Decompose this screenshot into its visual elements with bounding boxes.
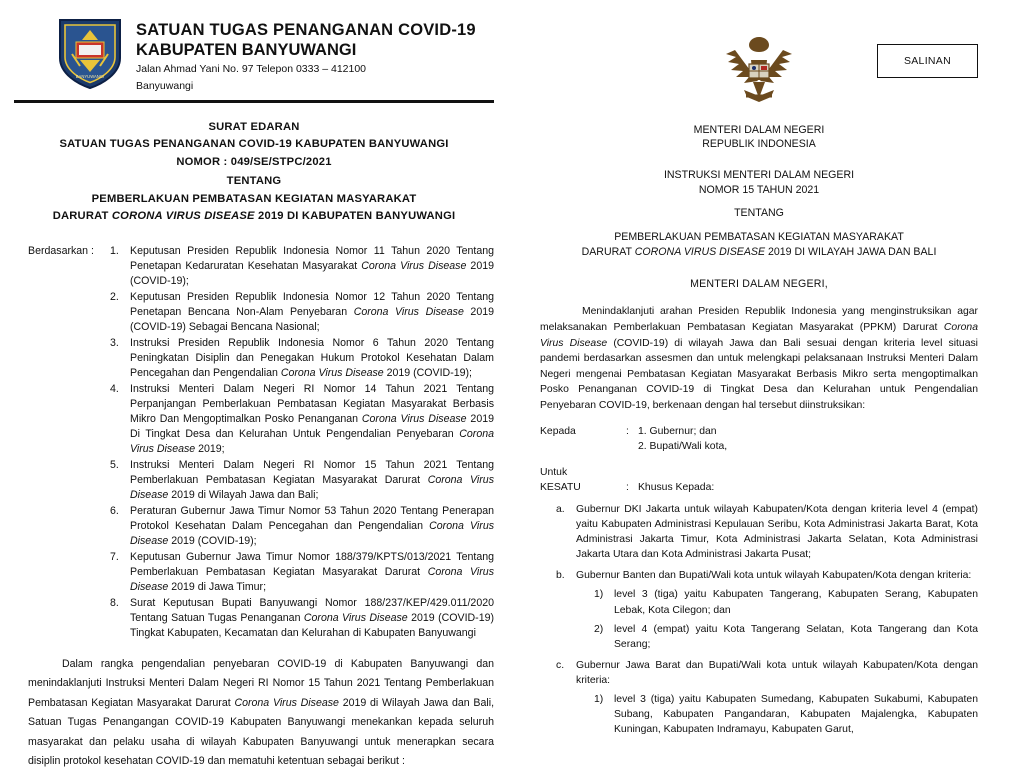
- basis-section: [14, 244, 494, 643]
- kepada-values: [638, 424, 978, 455]
- garuda-pancasila-icon: [720, 30, 798, 109]
- basis-list-item: [110, 290, 494, 335]
- basis-list-item: [110, 550, 494, 595]
- svg-text:BANYUWANGI: BANYUWANGI: [75, 74, 105, 79]
- plain-text: Surat Keputusan Bupati Banyuwangi Nomor 188/237/KEP/429.011/2020 Tentang Satuan Tugas Penanganan: [130, 597, 494, 625]
- subpoint-text: level 3 (tiga) yaitu Kabupaten Tangerang, Kabupaten Serang, Kabupaten Lebak, Kota Cilegon; dan: [614, 589, 978, 616]
- kesatu-row: [540, 480, 978, 496]
- plain-text: 2019;: [195, 443, 225, 456]
- point-marker: b.: [556, 570, 565, 582]
- plain-text: Keputusan Presiden Republik Indonesia Nomor 11 Tahun 2020 Tentang Penetapan Kedaruratan Kesehatan Masyarakat: [130, 244, 494, 272]
- untuk-value: [638, 465, 978, 481]
- ministry-header: [540, 123, 978, 152]
- basis-label: Berdasarkan :: [28, 244, 94, 257]
- plain-text: (COVID-19) di wilayah Jawa dan Bali sesuai dengan kriteria level situasi pandemi berdasarkan assesmen dan untuk melengkapi pelaksanaan Instruksi Menteri Dalam Negeri mengenai Pembatasan Kegiatan Masyarakat Berbasis Mikro serta mengoptimalkan Posko Penanganan COVID-19 di Tingkat Desa dan Kelurahan untuk Pengendalian Penyebaran COVID-19, berkenaan dengan hal tersebut diinstruksikan:: [540, 337, 978, 412]
- plain-text: 2019 (COVID-19);: [168, 535, 257, 548]
- emphasized-text: Corona Virus Disease: [361, 259, 467, 272]
- subpoint-text: level 3 (tiga) yaitu Kabupaten Sumedang, Kabupaten Sukabumi, Kabupaten Subang, Kabupaten Pangandaran, Kabupaten Majalengka, Kabupaten Kuningan, Kabupaten Indramayu, Kabupaten Garut,: [614, 693, 978, 736]
- subpoint-marker: 1): [594, 589, 604, 601]
- subject-suffix: 2019 DI WILAYAH JAWA DAN BALI: [765, 246, 937, 259]
- plain-text: Dalam rangka pengendalian penyebaran COVID-19 di Kabupaten Banyuwangi dan menindaklanjuti Instruksi Menteri Dalam Negeri RI Nomor 15 Tahun 2021 Tentang Pemberlakuan Pembatasan Kegiatan Masyarakat Darurat: [28, 657, 494, 709]
- title-line-5: PEMBERLAKUAN PEMBATASAN KEGIATAN MASYARAKAT: [91, 192, 417, 205]
- point-marker: c.: [556, 659, 565, 671]
- menteri-signature-line: MENTERI DALAM NEGERI,: [690, 278, 828, 291]
- basis-item-text: [130, 550, 494, 595]
- point-text: Gubernur Jawa Barat dan Bupati/Wali kota untuk wilayah Kabupaten/Kota dengan kriteria:: [576, 659, 978, 686]
- plain-text: 2019 Di Tingkat Desa dan Kelurahan Untuk Pengendalian Penyebaran: [130, 413, 495, 441]
- subject-prefix: DARURAT: [581, 246, 635, 259]
- left-body: [14, 244, 494, 771]
- plain-text: 2019 (COVID-19);: [130, 259, 494, 287]
- basis-item-text: [130, 336, 494, 381]
- emphasized-text: Corona Virus Disease: [353, 305, 464, 318]
- plain-text: Instruksi Presiden Republik Indonesia Nomor 6 Tahun 2020 Tentang Peningkatan Disiplin dan Penegakan Hukum Protokol Kesehatan Dalam Pencegahan dan Pengendalian: [130, 336, 494, 379]
- basis-item-number: 3.: [110, 336, 119, 349]
- subpoint-text: level 4 (empat) yaitu Kota Tangerang Selatan, Kota Tangerang dan Kota Serang;: [614, 623, 978, 650]
- title-line-6-emphasis: CORONA VIRUS DISEASE: [111, 210, 255, 223]
- emphasized-text: Corona Virus Disease: [130, 520, 495, 548]
- kesatu-value: Khusus Kepada:: [638, 482, 715, 494]
- plain-text: 2019 di Jawa Timur;: [168, 581, 267, 594]
- plain-text: 2019 (COVID-19) Sebagai Bencana Nasional;: [130, 305, 495, 333]
- kesatu-point: [556, 568, 978, 583]
- emphasized-text: Corona Virus Disease: [280, 366, 384, 379]
- basis-list-item: [110, 244, 494, 289]
- basis-item-number: 8.: [110, 597, 119, 610]
- basis-item-number: 6.: [110, 505, 119, 518]
- basis-item-text: [130, 596, 494, 641]
- basis-item-number: 4.: [110, 382, 119, 395]
- left-title-block: [14, 119, 494, 226]
- basis-list-item: [110, 382, 494, 457]
- ministry-line2: REPUBLIK INDONESIA: [702, 138, 816, 151]
- basis-item-number: 2.: [110, 290, 119, 303]
- emphasized-text: Corona Virus Disease: [130, 428, 494, 456]
- plain-text: 2019 (COVID-19) Tingkat Kabupaten, Kecamatan dan Kelurahan di Kabupaten Banyuwangi: [130, 612, 494, 640]
- salinan-stamp: SALINAN: [877, 44, 978, 78]
- right-title-block: [540, 168, 978, 261]
- header-divider: [14, 100, 494, 103]
- banyuwangi-coat-of-arms-icon: [54, 14, 126, 90]
- emphasized-text: Corona Virus Disease: [361, 413, 467, 426]
- basis-item-text: [130, 244, 494, 289]
- basis-item-text: [130, 504, 494, 549]
- emphasized-text: Corona Virus Disease: [234, 696, 339, 709]
- emphasized-text: Corona Virus Disease: [130, 566, 494, 594]
- kesatu-colon: :: [626, 482, 629, 494]
- untuk-row: [540, 465, 978, 481]
- emphasized-text: Corona Virus Disease: [130, 474, 494, 502]
- plain-text: 2019 di Wilayah Jawa dan Bali, Satuan Tugas Penangangan COVID-19 Kabupaten Banyuwangi menekankan kepada seluruh masyarakat dan pelaku usaha di wilayah Kabupaten Banyuwangi untuk menerapkan secara disiplin protokol kesehatan COVID-19 dan mematuhi ketentuan sebagai berikut :: [28, 696, 495, 768]
- instruction-tentang: TENTANG: [734, 207, 784, 220]
- plain-text: Instruksi Menteri Dalam Negeri RI Nomor 15 Tahun 2021 Tentang Pemberlakuan Pembatasan Kegiatan Masyarakat Darurat: [130, 459, 494, 487]
- right-document: [512, 0, 1024, 771]
- plain-text: Instruksi Menteri Dalam Negeri RI Nomor 14 Tahun 2021 Tentang Perpanjangan Pemberlakuan Pembatasan Kegiatan Masyarakat Berbasis Mikro Dan Mengoptimalkan Posko Penanganan: [130, 382, 494, 426]
- kepada-colon: :: [626, 425, 629, 437]
- point-marker: a.: [556, 504, 565, 516]
- instruction-number: NOMOR 15 TAHUN 2021: [698, 183, 820, 196]
- kepada-item: 1. Gubernur; dan: [638, 425, 717, 437]
- org-name-line2: KABUPATEN BANYUWANGI: [136, 41, 357, 60]
- subpoint-marker: 2): [594, 623, 604, 635]
- untuk-label: Untuk: [540, 466, 568, 478]
- plain-text: Keputusan Presiden Republik Indonesia Nomor 12 Tahun 2020 Tentang Penetapan Bencana Non-Alam Penyebaran: [130, 290, 494, 318]
- instruction-title: INSTRUKSI MENTERI DALAM NEGERI: [663, 168, 855, 181]
- plain-text: Peraturan Gubernur Jawa Timur Nomor 53 Tahun 2020 Tentang Penerapan Protokol Kesehatan Dalam Pencegahan dan Pengendalian: [130, 505, 494, 533]
- org-city: Banyuwangi: [136, 79, 194, 92]
- plain-text: Keputusan Gubernur Jawa Timur Nomor 188/379/KPTS/013/2021 Tentang Pemberlakuan Pembatasan Kegiatan Masyarakat Darurat: [130, 551, 494, 579]
- title-line-3: NOMOR : 049/SE/STPC/2021: [176, 156, 332, 169]
- letterhead-text: [136, 14, 476, 94]
- emphasized-text: Corona Virus Disease: [303, 612, 408, 625]
- point-text: Gubernur Banten dan Bupati/Wali kota untuk wilayah Kabupaten/Kota dengan kriteria:: [576, 570, 972, 582]
- letterhead: [14, 14, 494, 94]
- basis-list: [110, 244, 494, 643]
- plain-text: 2019 di Wilayah Jawa dan Bali;: [168, 489, 319, 502]
- basis-list-item: [110, 596, 494, 641]
- basis-list-item: [110, 458, 494, 503]
- kesatu-subpoint: [594, 692, 978, 737]
- ministry-line1: MENTERI DALAM NEGERI: [693, 124, 825, 136]
- kesatu-subpoint: [594, 622, 978, 652]
- kesatu-point: [556, 658, 978, 688]
- title-line-6: [14, 208, 494, 225]
- kesatu-subpoint: [594, 587, 978, 617]
- right-opening-paragraph: [540, 304, 978, 413]
- basis-item-number: 5.: [110, 459, 119, 472]
- kesatu-points-list: [556, 502, 978, 737]
- basis-item-number: 7.: [110, 551, 119, 564]
- org-address: Jalan Ahmad Yani No. 97 Telepon 0333 – 412100: [136, 63, 367, 76]
- left-closing-paragraph: [14, 655, 494, 771]
- emphasized-text: Corona Virus Disease: [540, 322, 978, 349]
- basis-item-text: [130, 290, 494, 335]
- title-line-4: TENTANG: [226, 174, 282, 187]
- title-line-6-prefix: DARURAT: [52, 210, 112, 223]
- kepada-item: 2. Bupati/Wali kota,: [638, 441, 728, 453]
- kesatu-label: KESATU: [540, 482, 581, 494]
- untuk-colon: [626, 465, 638, 481]
- subpoint-marker: 1): [594, 693, 604, 705]
- subject-emphasis: CORONA VIRUS DISEASE: [634, 246, 766, 259]
- basis-item-text: [130, 458, 494, 503]
- title-line-2: SATUAN TUGAS PENANGANAN COVID-19 KABUPATEN BANYUWANGI: [59, 137, 449, 150]
- title-line-1: SURAT EDARAN: [208, 120, 300, 133]
- kepada-row: [540, 424, 978, 455]
- org-name-line1: SATUAN TUGAS PENANGANAN COVID-19: [136, 21, 476, 39]
- instruction-subject-2: [540, 245, 978, 260]
- basis-list-item: [110, 504, 494, 549]
- point-text: Gubernur DKI Jakarta untuk wilayah Kabupaten/Kota dengan kriteria level 4 (empat) yaitu Kabupaten Administrasi Kepulauan Seribu, Kota Administrasi Jakarta Barat, Kota Administrasi Jakarta Timur, Kota Administrasi Jakarta Selatan, Kota Administrasi Jakarta Utara dan Kota Administrasi Jakarta Pusat;: [576, 504, 978, 561]
- basis-list-item: [110, 336, 494, 381]
- instruction-subject-1: PEMBERLAKUAN PEMBATASAN KEGIATAN MASYARAKAT: [614, 230, 904, 243]
- basis-item-number: 1.: [110, 244, 119, 257]
- plain-text: 2019 (COVID-19);: [383, 366, 472, 379]
- basis-item-text: [130, 382, 494, 457]
- plain-text: Menindaklanjuti arahan Presiden Republik Indonesia yang menginstruksikan agar melaksanakan Pemberlakuan Pembatasan Kegiatan Masyarakat (PPKM) Darurat: [540, 306, 978, 333]
- kepada-label: Kepada: [540, 425, 576, 437]
- kesatu-point: [556, 502, 978, 562]
- title-line-6-suffix: 2019 DI KABUPATEN BANYUWANGI: [254, 210, 456, 223]
